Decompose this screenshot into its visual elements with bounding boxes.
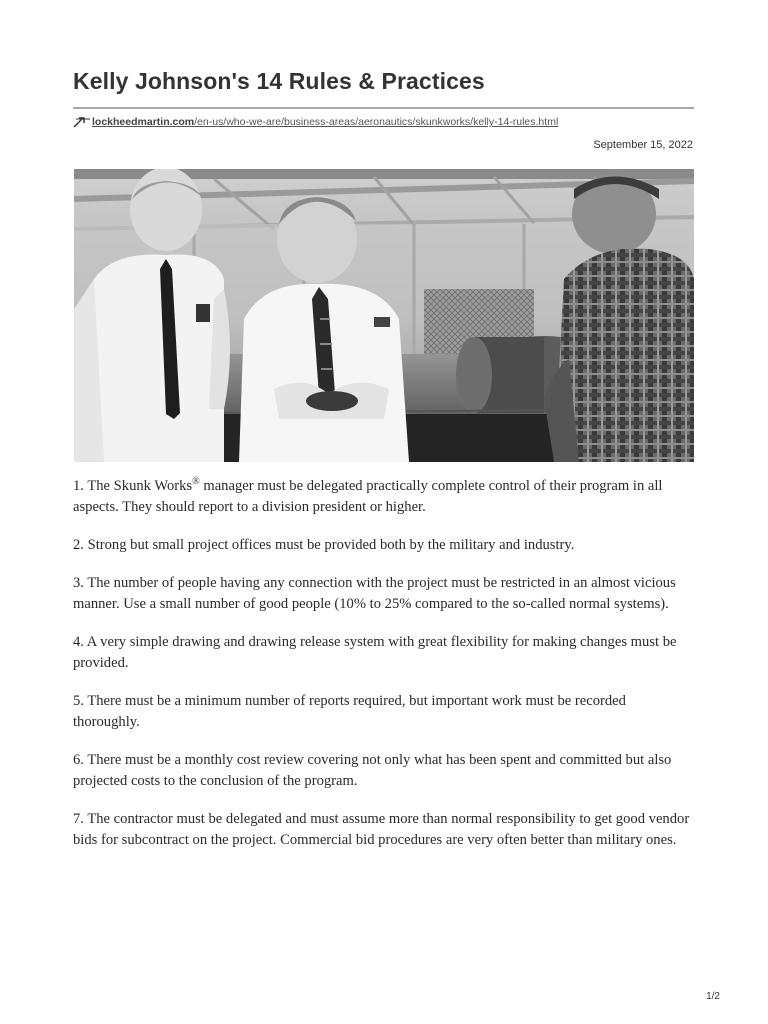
rule-1-text-start: 1. The Skunk Works bbox=[73, 478, 193, 494]
rule-item-3: 3. The number of people having any connection with the project must be restricted in an almost vicious manner. Use a small number of good people (10% to 25% compared to the so-called normal systems). bbox=[73, 575, 676, 612]
publish-date: September 15, 2022 bbox=[593, 139, 693, 151]
rule-item-6: 6. There must be a monthly cost review covering not only what has been spent and committed but also projected costs to the conclusion of the program. bbox=[73, 752, 672, 789]
rule-item-4: 4. A very simple drawing and drawing release system with great flexibility for making changes must be provided. bbox=[73, 634, 677, 671]
title-divider bbox=[73, 107, 694, 109]
link-icon bbox=[73, 116, 91, 128]
photo-illustration bbox=[74, 169, 694, 462]
rule-item-7: 7. The contractor must be delegated and must assume more than normal responsibility to get good vendor bids for subcontract on the project. Commercial bid procedures are very often better than military ones. bbox=[73, 811, 690, 848]
source-line bbox=[73, 115, 558, 129]
registered-mark: ® bbox=[192, 476, 200, 488]
source-path: /en-us/who-we-are/business-areas/aeronautics/skunkworks/kelly-14-rules.html bbox=[194, 116, 559, 128]
rule-item-2: 2. Strong but small project offices must be provided both by the military and industry. bbox=[73, 537, 575, 553]
page-title: Kelly Johnson's 14 Rules & Practices bbox=[73, 68, 485, 94]
rule-item-5: 5. There must be a minimum number of reports required, but important work must be recorded thoroughly. bbox=[73, 693, 626, 730]
page-number: 1/2 bbox=[706, 991, 720, 1002]
rule-item-1 bbox=[73, 476, 695, 518]
rule-1-text-end: manager must be delegated practically complete control of their program in all aspects. They should report to a division president or higher. bbox=[73, 478, 663, 515]
source-domain: lockheedmartin.com bbox=[92, 116, 195, 128]
source-link[interactable] bbox=[92, 116, 558, 128]
article-photo bbox=[74, 169, 694, 462]
rules-list bbox=[73, 476, 695, 868]
